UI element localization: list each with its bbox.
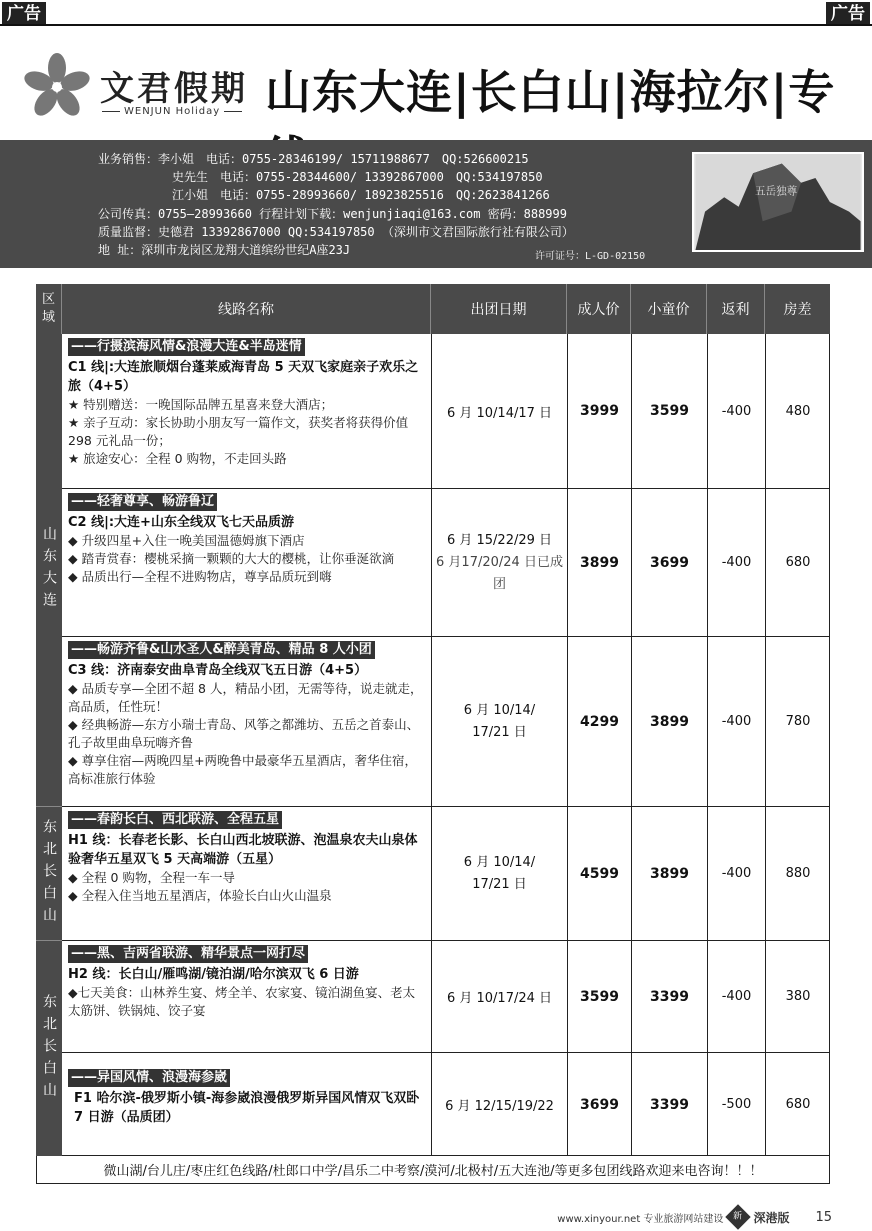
route-name: H2 线：长白山/雁鸣湖/镜泊湖/哈尔滨双飞 6 日游 (68, 967, 359, 982)
edition-label: 深港版 (753, 1210, 790, 1225)
route-feature: ◆ 尊享住宿—两晚四星+两晚鲁中最豪华五星酒店，奢华住宿，高标准旅行体验 (68, 753, 418, 786)
room-diff-value: 780 (765, 637, 830, 806)
child-price: 3399 (631, 1053, 707, 1156)
route-feature: ◆ 全程 0 购物，全程一车一导 (68, 870, 235, 885)
rebate-value: -500 (707, 1053, 765, 1156)
route-tag: ——异国风情、浪漫海参崴 (68, 1069, 230, 1087)
route-feature: ★ 亲子互动：家长协助小朋友写一篇作文，获奖者将获得价值 298 元礼品一份； (68, 415, 409, 448)
contact-phone: 电话：0755-28346199/ 15711988677 (206, 152, 430, 166)
region-changbaishan-2: 东北长白山 (36, 940, 62, 1156)
date-text: 6 月 10/14/ (463, 702, 536, 718)
date-text: 6 月 10/14/ (463, 854, 536, 870)
route-feature: ◆ 全程入住当地五星酒店，体验长白山火山温泉 (68, 888, 332, 903)
header-region: 区域 (36, 284, 62, 334)
contact-qq: QQ:2623841266 (455, 188, 550, 202)
page-footer (557, 1208, 832, 1226)
room-diff-value: 680 (765, 489, 830, 636)
date-cell: 6 月 10/14/17 日 (431, 334, 567, 488)
child-price: 3399 (631, 941, 707, 1052)
site-credit: www.xinyour.net 专业旅游网站建设 (557, 1213, 724, 1225)
date-text: 6 月 15/22/29 日 (446, 532, 553, 548)
header-rebate: 返利 (707, 284, 765, 334)
route-tag: ——轻奢尊享、畅游鲁辽 (68, 493, 217, 511)
address-line: 地 址：深圳市龙岗区龙翔大道缤纷世纪A座23J (98, 243, 351, 257)
route-feature: ★ 旅途安心：全程 0 购物，不走回头路 (68, 451, 287, 466)
route-feature: ◆七天美食：山林养生宴、烤全羊、农家宴、镜泊湖鱼宴、老太太筋饼、铁锅炖、饺子宴 (68, 985, 416, 1018)
badge-text: 新 (733, 1211, 743, 1222)
date-text-2: 17/21 日 (472, 876, 527, 892)
more-routes-note: 微山湖/台儿庄/枣庄红色线路/杜郎口中学/昌乐二中考察/漠河/北极村/五大连池/等更多包团线路欢迎来电咨询！！！ (36, 1156, 830, 1184)
date-cell (431, 489, 567, 636)
date-cell (431, 637, 567, 806)
header-room-diff: 房差 (783, 302, 812, 318)
contact-row (172, 168, 555, 185)
brand-name: 文君假期 (100, 69, 248, 109)
contact-label: 江小姐 (172, 188, 209, 202)
table-row (62, 806, 830, 940)
license-number: 许可证号：L-GD-02150 (535, 251, 646, 262)
room-diff-value: 880 (765, 807, 830, 940)
table-row (62, 940, 830, 1052)
room-diff-value: 380 (765, 941, 830, 1052)
header (0, 24, 872, 140)
route-name: C3 线：济南泰安曲阜青岛全线双飞五日游（4+5） (68, 663, 368, 678)
ad-label-right: 广告 (826, 2, 870, 26)
rebate-value: -400 (707, 334, 765, 488)
route-feature: ◆ 经典畅游—东方小瑞士青岛、风筝之都潍坊、五岳之首泰山、孔子故里曲阜玩嗨齐鲁 (68, 717, 420, 750)
contact-qq: QQ:526600215 (441, 152, 529, 166)
route-feature: ◆ 品质专享—全团不超 8 人，精品小团，无需等待，说走就走，高品质，任性玩！ (68, 681, 423, 714)
child-price: 3899 (631, 637, 707, 806)
photo-caption: 五岳独尊 (754, 185, 798, 198)
mountain-photo (692, 152, 864, 252)
room-diff-value: 680 (765, 1053, 830, 1156)
date-text-2: 17/21 日 (472, 724, 527, 740)
route-name: C2 线|:大连+山东全线双飞七天品质游 (68, 515, 294, 530)
date-cell: 6 月 12/15/19/22 (431, 1053, 567, 1156)
adult-price: 3899 (567, 489, 631, 636)
route-cell (62, 489, 431, 590)
date-note: 6 月17/20/24 日已成团 (436, 554, 563, 592)
route-name: H1 线：长春老长影、长白山西北坡联游、泡温泉农夫山泉体验奢华五星双飞 5 天高端游（五星） (68, 833, 418, 867)
adult-price: 4299 (567, 637, 631, 806)
contact-label: 业务销售：李小姐 (98, 152, 195, 166)
route-feature: ◆ 升级四星+入住一晚美国温德姆旗下酒店 (68, 533, 305, 548)
route-cell (62, 807, 431, 909)
diamond-badge-icon (726, 1204, 751, 1229)
contact-label: 史先生 (172, 170, 209, 184)
flower-logo-icon (22, 52, 92, 122)
region-changbaishan: 东北长白山 (36, 806, 62, 940)
contact-qq: QQ:534197850 (455, 170, 543, 184)
room-diff-value: 480 (765, 334, 830, 488)
adult-price: 3999 (567, 334, 631, 488)
date-cell: 6 月 10/17/24 日 (431, 941, 567, 1052)
route-feature: ★ 特别赠送：一晚国际品牌五星喜来登大酒店； (68, 397, 334, 412)
child-price: 3699 (631, 489, 707, 636)
contact-phone: 电话：0755-28344600/ 13392867000 (220, 170, 444, 184)
contact-row (172, 186, 562, 203)
route-tag: ——春韵长白、西北联游、全程五星 (68, 811, 282, 829)
page-number: 15 (815, 1209, 832, 1225)
rebate-value: -400 (707, 807, 765, 940)
route-cell (62, 941, 431, 1024)
route-name: C1 线|:大连旅顺烟台蓬莱威海青岛 5 天双飞家庭亲子欢乐之旅（4+5） (68, 360, 419, 394)
route-name: F1 哈尔滨-俄罗斯小镇-海参崴浪漫俄罗斯异国风情双飞双卧 7 日游（品质团） (74, 1091, 420, 1125)
brand-subtitle: WENJUN Holiday (98, 106, 246, 117)
rebate-value: -400 (707, 637, 765, 806)
route-feature: ◆ 踏青赏春：樱桃采摘一颗颗的大大的樱桃，让你垂涎欲滴 (68, 551, 395, 566)
adult-price: 3699 (567, 1053, 631, 1156)
route-cell (62, 334, 431, 472)
header-child-price: 小童价 (631, 284, 707, 334)
route-cell (62, 637, 431, 792)
route-tag: ——黑、吉两省联游、精华景点一网打尽 (68, 945, 308, 963)
rebate-value: -400 (707, 489, 765, 636)
route-tag: ——畅游齐鲁&山水圣人&醉美青岛、精品 8 人小团 (68, 641, 375, 659)
fax-line: 公司传真：0755—28993660 行程计划下载：wenjunjiaqi@163.com 密码：888999 (98, 207, 567, 221)
route-cell (62, 1053, 431, 1131)
route-tag: ——行摄滨海风情&浪漫大连&半岛迷情 (68, 338, 305, 356)
child-price: 3899 (631, 807, 707, 940)
table-row (62, 488, 830, 636)
rebate-value: -400 (707, 941, 765, 1052)
table-row (62, 334, 830, 488)
region-shandong-dalian: 山东大连 (36, 334, 62, 806)
route-feature: ◆ 品质出行—全程不进购物店，尊享品质玩到嗨 (68, 569, 332, 584)
ad-label-left: 广告 (2, 2, 46, 26)
date-cell (431, 807, 567, 940)
header-date: 出团日期 (431, 284, 567, 334)
adult-price: 4599 (567, 807, 631, 940)
adult-price: 3599 (567, 941, 631, 1052)
header-route: 线路名称 (62, 284, 431, 334)
contact-row (98, 150, 541, 167)
contact-phone: 电话：0755-28993660/ 18923825516 (220, 188, 444, 202)
header-adult-price: 成人价 (567, 284, 631, 334)
table-row (62, 1052, 830, 1156)
table-header (36, 284, 830, 334)
child-price: 3599 (631, 334, 707, 488)
quality-line: 质量监督：史德君 13392867000 QQ:534197850 （深圳市文君国际旅行社有限公司） (98, 225, 574, 239)
table-row (62, 636, 830, 806)
page-title: 山东大连|长白山|海拉尔|专 (265, 65, 836, 119)
